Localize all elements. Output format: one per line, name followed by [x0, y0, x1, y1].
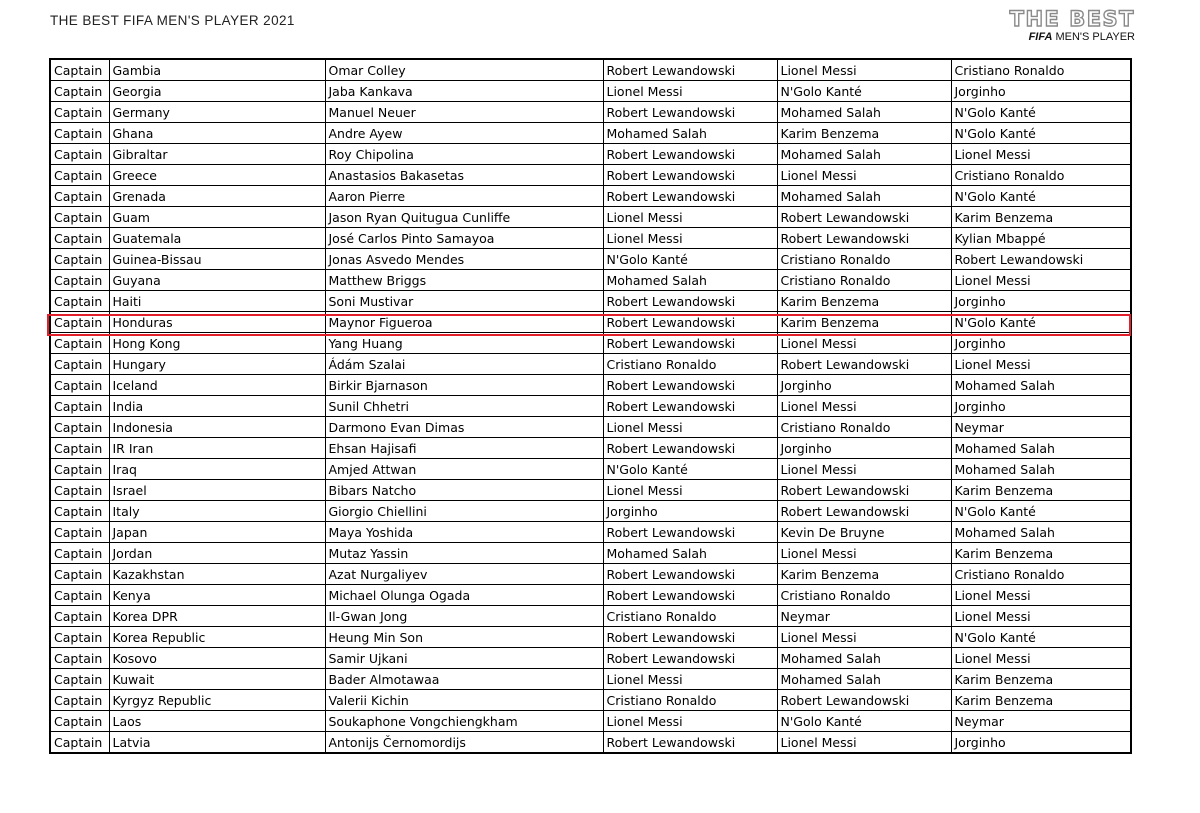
third-place-cell: Mohamed Salah [951, 375, 1131, 396]
country-cell: Latvia [109, 732, 325, 754]
role-cell: Captain [50, 144, 109, 165]
first-place-cell: Lionel Messi [603, 228, 777, 249]
second-place-cell: Mohamed Salah [777, 186, 951, 207]
country-cell: Kuwait [109, 669, 325, 690]
second-place-cell: Cristiano Ronaldo [777, 249, 951, 270]
country-cell: Kazakhstan [109, 564, 325, 585]
country-cell: Korea Republic [109, 627, 325, 648]
third-place-cell: Cristiano Ronaldo [951, 165, 1131, 186]
first-place-cell: Robert Lewandowski [603, 312, 777, 333]
country-cell: Ghana [109, 123, 325, 144]
third-place-cell: Lionel Messi [951, 648, 1131, 669]
second-place-cell: Robert Lewandowski [777, 480, 951, 501]
role-cell: Captain [50, 207, 109, 228]
country-cell: Iraq [109, 459, 325, 480]
voter-cell: Soukaphone Vongchiengkham [325, 711, 603, 732]
country-cell: IR Iran [109, 438, 325, 459]
second-place-cell: Lionel Messi [777, 396, 951, 417]
country-cell: India [109, 396, 325, 417]
third-place-cell: Neymar [951, 711, 1131, 732]
third-place-cell: Karim Benzema [951, 207, 1131, 228]
table-row [50, 312, 1131, 333]
voter-cell: Il-Gwan Jong [325, 606, 603, 627]
third-place-cell: N'Golo Kanté [951, 627, 1131, 648]
voter-cell: Jason Ryan Quitugua Cunliffe [325, 207, 603, 228]
voter-cell: Michael Olunga Ogada [325, 585, 603, 606]
second-place-cell: Lionel Messi [777, 543, 951, 564]
country-cell: Israel [109, 480, 325, 501]
role-cell: Captain [50, 543, 109, 564]
table-row [50, 564, 1131, 585]
voter-cell: Ehsan Hajisafi [325, 438, 603, 459]
table-row [50, 354, 1131, 375]
table-row [50, 396, 1131, 417]
first-place-cell: Robert Lewandowski [603, 438, 777, 459]
voter-cell: Bibars Natcho [325, 480, 603, 501]
logo-fifa-text: FIFA [1028, 31, 1053, 43]
voter-cell: Amjed Attwan [325, 459, 603, 480]
table-row [50, 144, 1131, 165]
table-row [50, 690, 1131, 711]
second-place-cell: Robert Lewandowski [777, 354, 951, 375]
first-place-cell: Robert Lewandowski [603, 59, 777, 81]
second-place-cell: Jorginho [777, 438, 951, 459]
table-row [50, 81, 1131, 102]
table-row [50, 627, 1131, 648]
third-place-cell: Jorginho [951, 333, 1131, 354]
role-cell: Captain [50, 564, 109, 585]
country-cell: Kenya [109, 585, 325, 606]
third-place-cell: Robert Lewandowski [951, 249, 1131, 270]
role-cell: Captain [50, 606, 109, 627]
voter-cell: Anastasios Bakasetas [325, 165, 603, 186]
second-place-cell: Robert Lewandowski [777, 228, 951, 249]
role-cell: Captain [50, 186, 109, 207]
role-cell: Captain [50, 249, 109, 270]
second-place-cell: Robert Lewandowski [777, 501, 951, 522]
second-place-cell: Mohamed Salah [777, 102, 951, 123]
first-place-cell: Cristiano Ronaldo [603, 690, 777, 711]
table-row [50, 186, 1131, 207]
voter-cell: Sunil Chhetri [325, 396, 603, 417]
second-place-cell: Lionel Messi [777, 59, 951, 81]
voter-cell: Antonijs Černomordijs [325, 732, 603, 754]
logo-subtitle-text: MEN'S PLAYER [1052, 31, 1135, 43]
second-place-cell: N'Golo Kanté [777, 711, 951, 732]
country-cell: Germany [109, 102, 325, 123]
table-row [50, 207, 1131, 228]
first-place-cell: Robert Lewandowski [603, 648, 777, 669]
role-cell: Captain [50, 81, 109, 102]
role-cell: Captain [50, 102, 109, 123]
voter-cell: Mutaz Yassin [325, 543, 603, 564]
third-place-cell: Karim Benzema [951, 669, 1131, 690]
table-row [50, 501, 1131, 522]
voter-cell: Roy Chipolina [325, 144, 603, 165]
second-place-cell: Karim Benzema [777, 564, 951, 585]
table-row [50, 417, 1131, 438]
third-place-cell: Lionel Messi [951, 606, 1131, 627]
first-place-cell: Robert Lewandowski [603, 333, 777, 354]
table-row [50, 291, 1131, 312]
third-place-cell: Cristiano Ronaldo [951, 59, 1131, 81]
second-place-cell: Mohamed Salah [777, 648, 951, 669]
table-row [50, 480, 1131, 501]
third-place-cell: Mohamed Salah [951, 522, 1131, 543]
role-cell: Captain [50, 333, 109, 354]
table-row [50, 165, 1131, 186]
voter-cell: Azat Nurgaliyev [325, 564, 603, 585]
role-cell: Captain [50, 438, 109, 459]
role-cell: Captain [50, 354, 109, 375]
table-row [50, 438, 1131, 459]
table-row [50, 249, 1131, 270]
country-cell: Italy [109, 501, 325, 522]
role-cell: Captain [50, 501, 109, 522]
voter-cell: Soni Mustivar [325, 291, 603, 312]
third-place-cell: Karim Benzema [951, 543, 1131, 564]
third-place-cell: Lionel Messi [951, 270, 1131, 291]
second-place-cell: Mohamed Salah [777, 144, 951, 165]
country-cell: Grenada [109, 186, 325, 207]
second-place-cell: Robert Lewandowski [777, 207, 951, 228]
role-cell: Captain [50, 417, 109, 438]
voter-cell: Omar Colley [325, 59, 603, 81]
the-best-logo [1010, 9, 1135, 43]
third-place-cell: Lionel Messi [951, 585, 1131, 606]
first-place-cell: Lionel Messi [603, 417, 777, 438]
first-place-cell: Robert Lewandowski [603, 165, 777, 186]
first-place-cell: Lionel Messi [603, 207, 777, 228]
country-cell: Kyrgyz Republic [109, 690, 325, 711]
voter-cell: Andre Ayew [325, 123, 603, 144]
table-row [50, 333, 1131, 354]
role-cell: Captain [50, 375, 109, 396]
table-row [50, 228, 1131, 249]
country-cell: Haiti [109, 291, 325, 312]
role-cell: Captain [50, 669, 109, 690]
country-cell: Gibraltar [109, 144, 325, 165]
country-cell: Guyana [109, 270, 325, 291]
third-place-cell: Jorginho [951, 81, 1131, 102]
third-place-cell: Lionel Messi [951, 354, 1131, 375]
first-place-cell: Robert Lewandowski [603, 291, 777, 312]
third-place-cell: Kylian Mbappé [951, 228, 1131, 249]
third-place-cell: Jorginho [951, 732, 1131, 754]
second-place-cell: Karim Benzema [777, 312, 951, 333]
voter-cell: Ádám Szalai [325, 354, 603, 375]
second-place-cell: Lionel Messi [777, 732, 951, 754]
first-place-cell: Lionel Messi [603, 480, 777, 501]
role-cell: Captain [50, 228, 109, 249]
second-place-cell: Lionel Messi [777, 333, 951, 354]
second-place-cell: Cristiano Ronaldo [777, 270, 951, 291]
third-place-cell: Lionel Messi [951, 144, 1131, 165]
table-row [50, 375, 1131, 396]
first-place-cell: Robert Lewandowski [603, 375, 777, 396]
country-cell: Gambia [109, 59, 325, 81]
country-cell: Japan [109, 522, 325, 543]
country-cell: Georgia [109, 81, 325, 102]
table-row [50, 543, 1131, 564]
first-place-cell: Robert Lewandowski [603, 585, 777, 606]
country-cell: Kosovo [109, 648, 325, 669]
country-cell: Iceland [109, 375, 325, 396]
voter-cell: Giorgio Chiellini [325, 501, 603, 522]
third-place-cell: Jorginho [951, 291, 1131, 312]
voter-cell: Maynor Figueroa [325, 312, 603, 333]
third-place-cell: N'Golo Kanté [951, 123, 1131, 144]
document-title: THE BEST FIFA MEN'S PLAYER 2021 [50, 13, 295, 28]
second-place-cell: Lionel Messi [777, 459, 951, 480]
first-place-cell: Lionel Messi [603, 711, 777, 732]
country-cell: Jordan [109, 543, 325, 564]
second-place-cell: Karim Benzema [777, 123, 951, 144]
voter-cell: Manuel Neuer [325, 102, 603, 123]
second-place-cell: Jorginho [777, 375, 951, 396]
first-place-cell: N'Golo Kanté [603, 249, 777, 270]
role-cell: Captain [50, 270, 109, 291]
third-place-cell: Mohamed Salah [951, 438, 1131, 459]
third-place-cell: Karim Benzema [951, 480, 1131, 501]
role-cell: Captain [50, 627, 109, 648]
third-place-cell: N'Golo Kanté [951, 312, 1131, 333]
first-place-cell: Robert Lewandowski [603, 522, 777, 543]
logo-wordmark: THE BEST [1009, 7, 1135, 31]
voter-cell: José Carlos Pinto Samayoa [325, 228, 603, 249]
voter-cell: Birkir Bjarnason [325, 375, 603, 396]
third-place-cell: Neymar [951, 417, 1131, 438]
votes-table-body [50, 59, 1131, 753]
second-place-cell: Cristiano Ronaldo [777, 585, 951, 606]
third-place-cell: N'Golo Kanté [951, 186, 1131, 207]
first-place-cell: Robert Lewandowski [603, 144, 777, 165]
role-cell: Captain [50, 165, 109, 186]
second-place-cell: Neymar [777, 606, 951, 627]
second-place-cell: Cristiano Ronaldo [777, 417, 951, 438]
first-place-cell: Mohamed Salah [603, 270, 777, 291]
first-place-cell: Lionel Messi [603, 81, 777, 102]
third-place-cell: Karim Benzema [951, 690, 1131, 711]
logo-subtitle [1010, 32, 1135, 43]
role-cell: Captain [50, 585, 109, 606]
voter-cell: Jonas Asvedo Mendes [325, 249, 603, 270]
voter-cell: Yang Huang [325, 333, 603, 354]
second-place-cell: Lionel Messi [777, 165, 951, 186]
third-place-cell: N'Golo Kanté [951, 501, 1131, 522]
voter-cell: Heung Min Son [325, 627, 603, 648]
country-cell: Laos [109, 711, 325, 732]
country-cell: Indonesia [109, 417, 325, 438]
role-cell: Captain [50, 711, 109, 732]
voter-cell: Valerii Kichin [325, 690, 603, 711]
second-place-cell: Karim Benzema [777, 291, 951, 312]
second-place-cell: Kevin De Bruyne [777, 522, 951, 543]
country-cell: Greece [109, 165, 325, 186]
country-cell: Hong Kong [109, 333, 325, 354]
table-row [50, 522, 1131, 543]
country-cell: Hungary [109, 354, 325, 375]
first-place-cell: Robert Lewandowski [603, 396, 777, 417]
third-place-cell: N'Golo Kanté [951, 102, 1131, 123]
role-cell: Captain [50, 123, 109, 144]
role-cell: Captain [50, 522, 109, 543]
third-place-cell: Cristiano Ronaldo [951, 564, 1131, 585]
voter-cell: Aaron Pierre [325, 186, 603, 207]
voter-cell: Jaba Kankava [325, 81, 603, 102]
table-row [50, 270, 1131, 291]
table-row [50, 59, 1131, 81]
second-place-cell: N'Golo Kanté [777, 81, 951, 102]
table-row [50, 711, 1131, 732]
second-place-cell: Robert Lewandowski [777, 690, 951, 711]
role-cell: Captain [50, 59, 109, 81]
first-place-cell: Lionel Messi [603, 669, 777, 690]
role-cell: Captain [50, 480, 109, 501]
country-cell: Honduras [109, 312, 325, 333]
first-place-cell: Robert Lewandowski [603, 732, 777, 754]
first-place-cell: Jorginho [603, 501, 777, 522]
second-place-cell: Mohamed Salah [777, 669, 951, 690]
votes-table [49, 58, 1132, 754]
voter-cell: Bader Almotawaa [325, 669, 603, 690]
second-place-cell: Lionel Messi [777, 627, 951, 648]
first-place-cell: N'Golo Kanté [603, 459, 777, 480]
country-cell: Guatemala [109, 228, 325, 249]
role-cell: Captain [50, 312, 109, 333]
table-row [50, 123, 1131, 144]
voter-cell: Maya Yoshida [325, 522, 603, 543]
third-place-cell: Mohamed Salah [951, 459, 1131, 480]
country-cell: Guinea-Bissau [109, 249, 325, 270]
role-cell: Captain [50, 291, 109, 312]
first-place-cell: Robert Lewandowski [603, 186, 777, 207]
table-row [50, 585, 1131, 606]
table-row [50, 459, 1131, 480]
first-place-cell: Cristiano Ronaldo [603, 354, 777, 375]
role-cell: Captain [50, 459, 109, 480]
table-row [50, 648, 1131, 669]
first-place-cell: Robert Lewandowski [603, 627, 777, 648]
first-place-cell: Mohamed Salah [603, 543, 777, 564]
table-row [50, 606, 1131, 627]
country-cell: Korea DPR [109, 606, 325, 627]
role-cell: Captain [50, 648, 109, 669]
third-place-cell: Jorginho [951, 396, 1131, 417]
first-place-cell: Robert Lewandowski [603, 102, 777, 123]
table-row [50, 102, 1131, 123]
voter-cell: Darmono Evan Dimas [325, 417, 603, 438]
role-cell: Captain [50, 732, 109, 754]
first-place-cell: Robert Lewandowski [603, 564, 777, 585]
first-place-cell: Cristiano Ronaldo [603, 606, 777, 627]
table-row [50, 732, 1131, 754]
first-place-cell: Mohamed Salah [603, 123, 777, 144]
voter-cell: Matthew Briggs [325, 270, 603, 291]
country-cell: Guam [109, 207, 325, 228]
role-cell: Captain [50, 690, 109, 711]
voter-cell: Samir Ujkani [325, 648, 603, 669]
table-row [50, 669, 1131, 690]
role-cell: Captain [50, 396, 109, 417]
